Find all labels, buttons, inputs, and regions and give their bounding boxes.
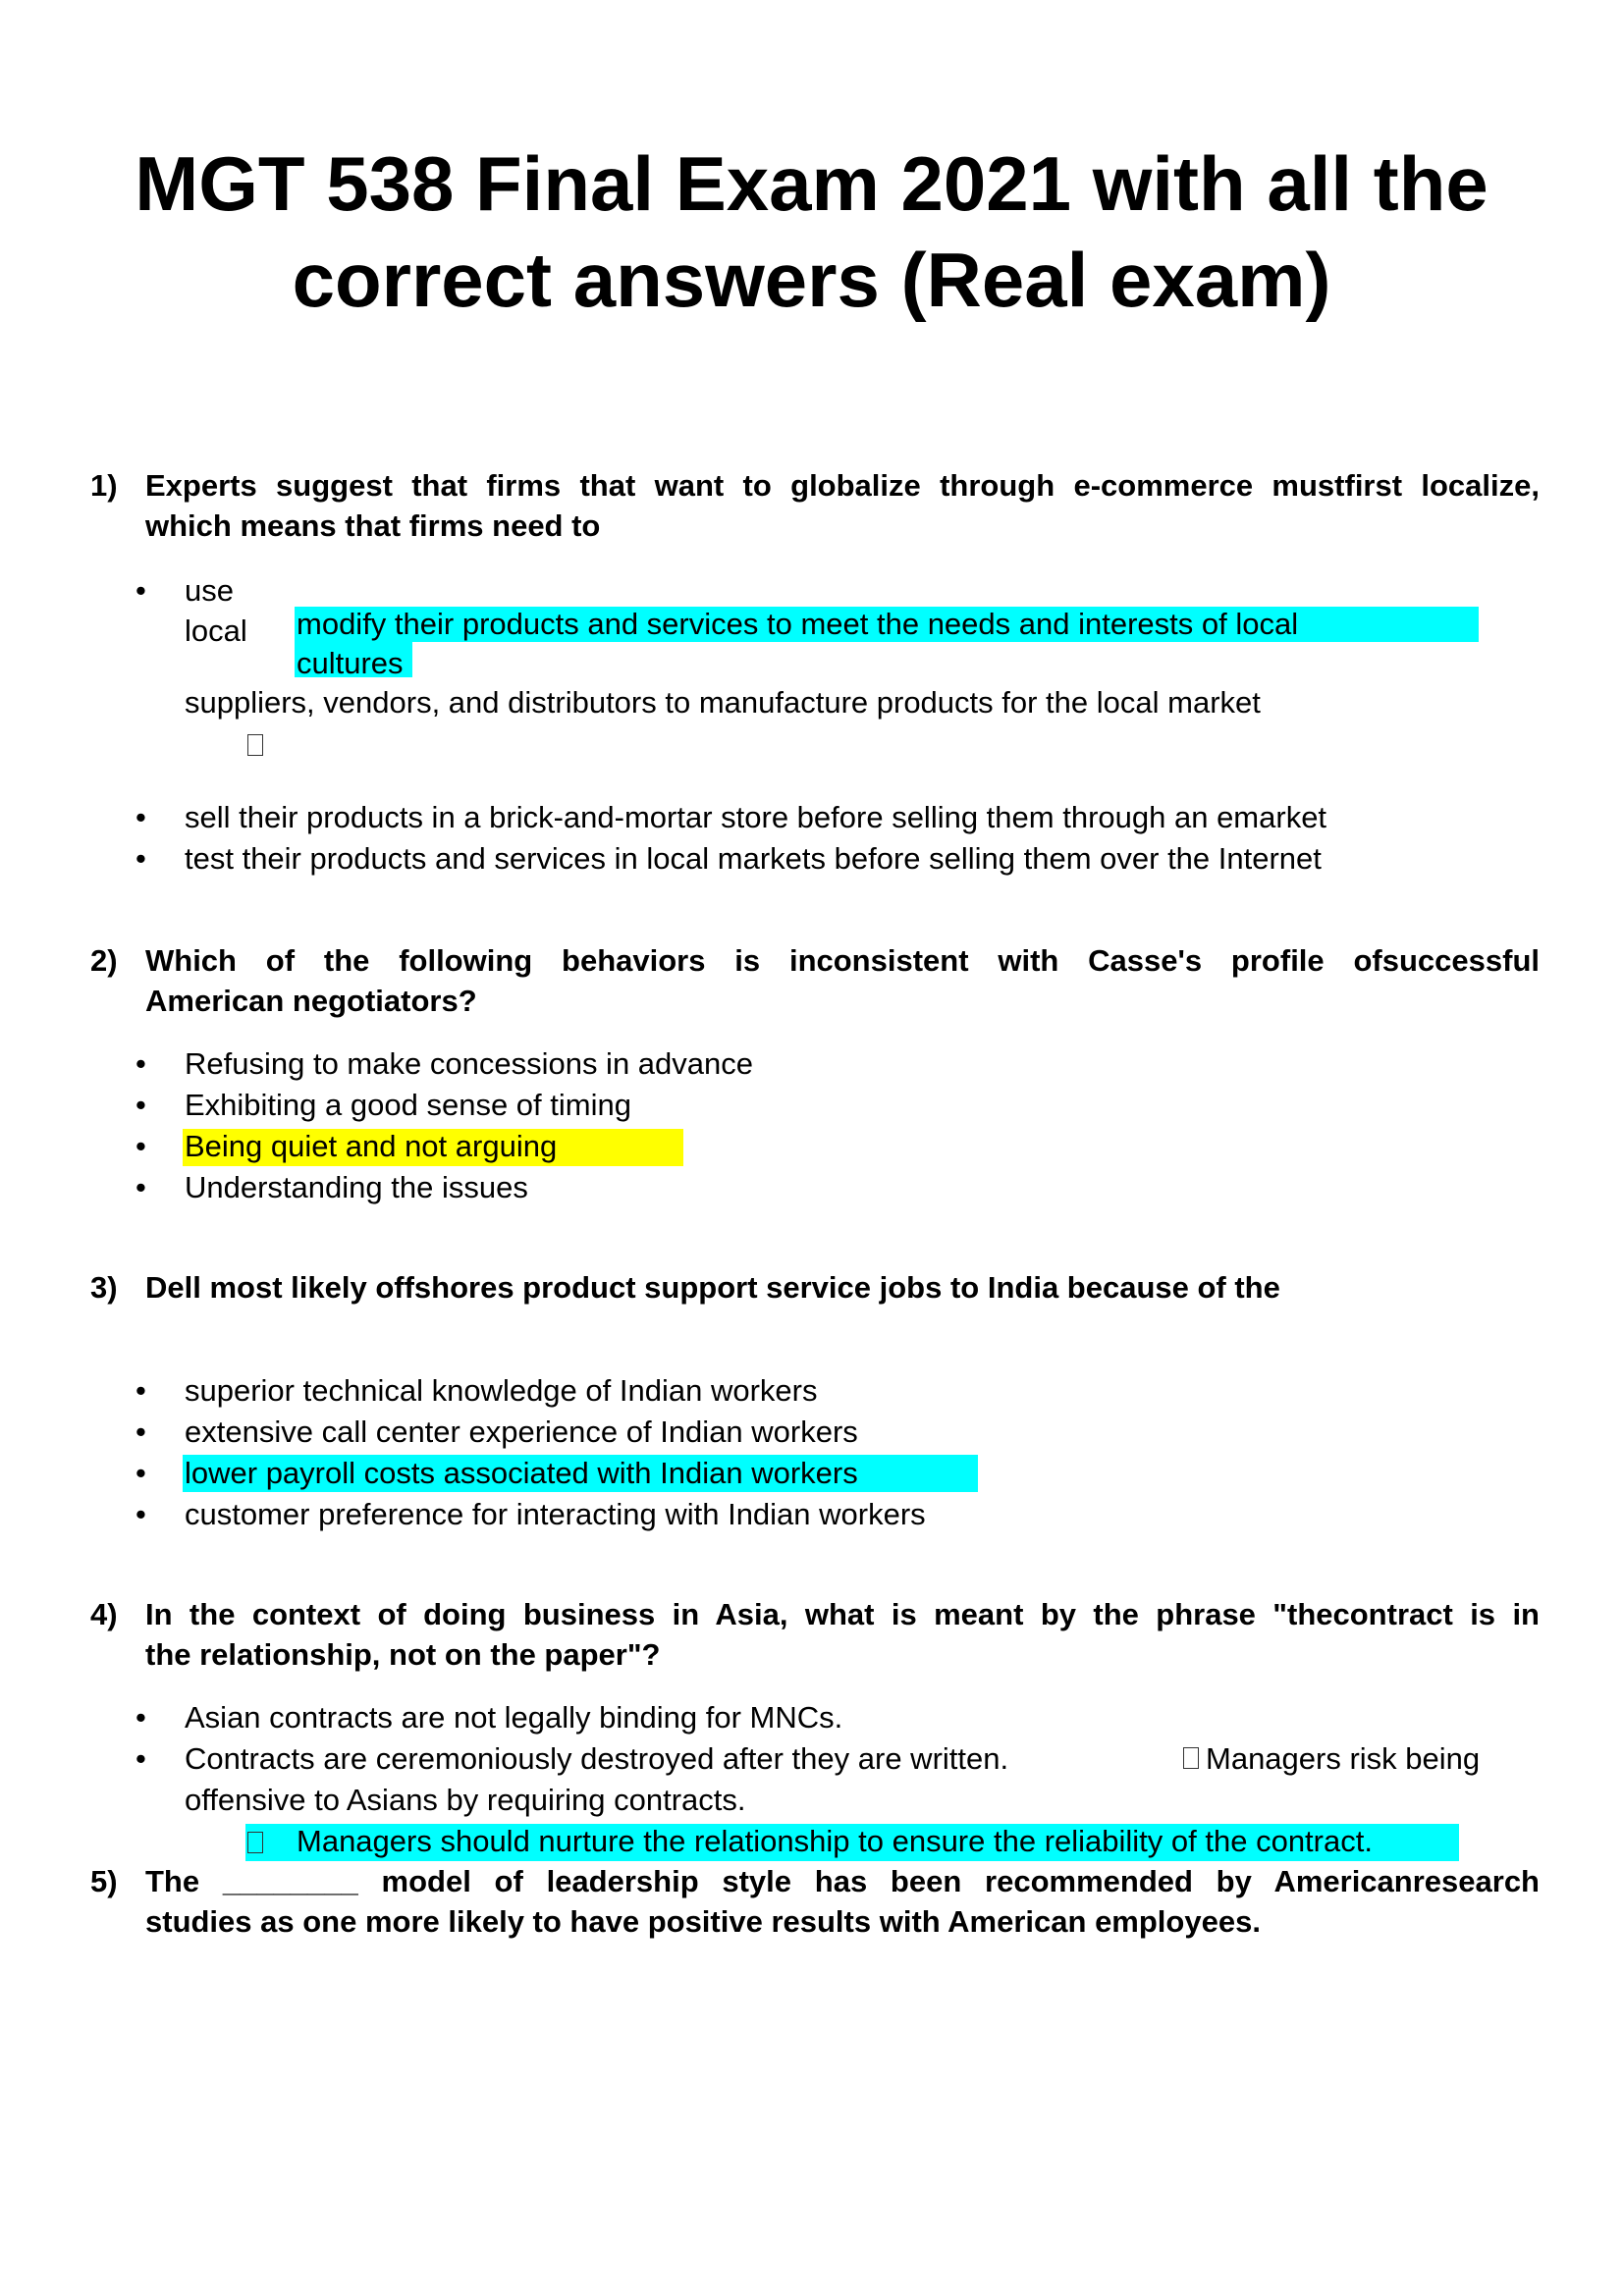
- q3-option-a: superior technical knowledge of Indian workers: [185, 1373, 818, 1408]
- question-4-line-2: the relationship, not on the paper"?: [145, 1637, 661, 1672]
- q3-option-d: customer preference for interacting with Indian workers: [185, 1497, 926, 1531]
- bullet-icon: •: [135, 1415, 146, 1449]
- q3-option-c-correct: lower payroll costs associated with Indian workers: [185, 1456, 858, 1490]
- bullet-icon: •: [135, 800, 146, 834]
- missing-glyph-icon: [247, 734, 263, 756]
- bullet-icon: •: [135, 1741, 146, 1776]
- question-2-text: [145, 940, 1540, 1021]
- bullet-icon: •: [135, 1700, 146, 1735]
- bullet-icon: •: [135, 1046, 146, 1081]
- q1-option-a-line-1: use: [185, 573, 234, 608]
- q4-option-d-correct: Managers should nurture the relationship to ensure the reliability of the contract.: [297, 1824, 1373, 1858]
- bullet-icon: •: [135, 1088, 146, 1122]
- question-5-line-2: studies as one more likely to have positive results with American employees.: [145, 1904, 1261, 1939]
- q4-option-b: Contracts are ceremoniously destroyed after they are written.: [185, 1741, 1009, 1776]
- question-1-text: [145, 465, 1540, 546]
- q4-option-c-line-1: Managers risk being: [1206, 1741, 1481, 1776]
- bullet-icon: •: [135, 1497, 146, 1531]
- question-3-number: 3): [90, 1270, 118, 1305]
- q1-option-d: test their products and services in local markets before selling them over the Internet: [185, 841, 1322, 876]
- question-4-line-1: In the context of doing business in Asia, what is meant by the phrase "thecontract is in: [145, 1597, 1540, 1631]
- question-5-line-1: The ________ model of leadership style has been recommended by Americanresearch: [145, 1864, 1540, 1898]
- q4-option-c-line-2: offensive to Asians by requiring contracts.: [185, 1783, 746, 1817]
- bullet-icon: •: [135, 841, 146, 876]
- question-5-text: [145, 1861, 1540, 1942]
- q1-option-b-line-1: modify their products and services to meet the needs and interests of local: [297, 607, 1299, 641]
- missing-glyph-icon: [1183, 1747, 1199, 1769]
- missing-glyph-icon: [247, 1832, 263, 1853]
- q2-option-a: Refusing to make concessions in advance: [185, 1046, 753, 1081]
- question-2-line-2: American negotiators?: [145, 984, 477, 1018]
- q2-option-c-correct: Being quiet and not arguing: [185, 1129, 558, 1163]
- bullet-icon: •: [135, 573, 146, 608]
- question-2-number: 2): [90, 943, 118, 978]
- question-1-line-1: Experts suggest that firms that want to globalize through e-commerce mustfirst localize,: [145, 468, 1540, 503]
- q1-option-c: sell their products in a brick-and-mortar store before selling them through an emarket: [185, 800, 1327, 834]
- q2-option-b: Exhibiting a good sense of timing: [185, 1088, 631, 1122]
- q1-option-a-line-2: local: [185, 614, 247, 648]
- bullet-icon: •: [135, 1456, 146, 1490]
- question-5-number: 5): [90, 1864, 118, 1898]
- title-line-2: correct answers (Real exam): [292, 237, 1331, 323]
- question-3-text: [145, 1267, 1540, 1308]
- q1-option-b-line-2: cultures: [297, 646, 404, 680]
- q4-option-a: Asian contracts are not legally binding for MNCs.: [185, 1700, 843, 1735]
- title-line-1: MGT 538 Final Exam 2021 with all the: [135, 140, 1488, 227]
- question-1-line-2: which means that firms need to: [145, 508, 601, 543]
- question-2-line-1: Which of the following behaviors is inconsistent with Casse's profile ofsuccessful: [145, 943, 1540, 978]
- question-4-number: 4): [90, 1597, 118, 1631]
- question-3-line-1: Dell most likely offshores product support service jobs to India because of the: [145, 1270, 1280, 1305]
- q3-option-b: extensive call center experience of Indian workers: [185, 1415, 858, 1449]
- bullet-icon: •: [135, 1129, 146, 1163]
- document-title: [59, 135, 1564, 328]
- bullet-icon: •: [135, 1170, 146, 1204]
- question-1-number: 1): [90, 468, 118, 503]
- question-4-text: [145, 1594, 1540, 1675]
- q1-option-a-line-3: suppliers, vendors, and distributors to manufacture products for the local market: [185, 685, 1261, 720]
- bullet-icon: •: [135, 1373, 146, 1408]
- q2-option-d: Understanding the issues: [185, 1170, 528, 1204]
